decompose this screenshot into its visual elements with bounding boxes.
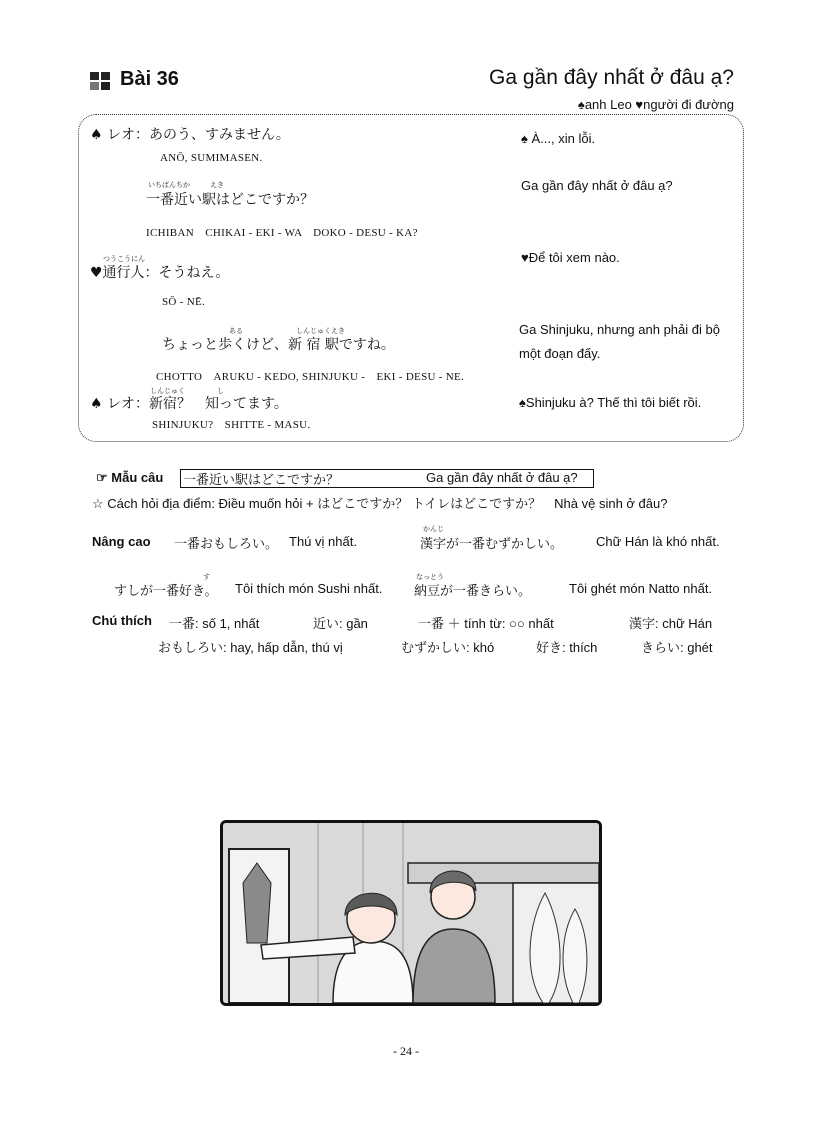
dialogue-line-1-vi: ♠ À..., xin lỗi. [521,131,596,146]
comic-illustration [220,820,602,1006]
advanced-ex3-jp: すしが一番好き。 [114,584,218,599]
dialogue-line-5-jp: ♠ レオ：新宿？ 知ってます。 [90,396,288,412]
pattern-label: ☞ Mẫu câu [96,470,164,485]
dialogue-line-2-vi: Ga gần đây nhất ở đâu ạ? [521,178,673,193]
ruby-shi: し [217,387,224,395]
ruby-ichibanchika: いちばんちか [148,181,190,189]
note-kirai: きらい: ghét [641,640,713,655]
dialogue-line-3-romaji: SŌ - NĒ. [162,296,206,308]
dialogue-line-5-vi: ♠Shinjuku à? Thế thì tôi biết rồi. [519,395,702,410]
note-ichiban: 一番: số 1, nhất [169,616,260,631]
dialogue-line-3-jp: ♥通行人：そうねえ。 [90,265,230,281]
dialogue-line-4-vi-b: một đoạn đấy. [519,346,601,361]
dialogue-line-2-jp: 一番近い駅はどこですか？ [146,192,314,208]
advanced-label: Nâng cao [92,534,151,549]
advanced-ex1-jp: 一番おもしろい。 [174,537,279,552]
note-kanji: 漢字: chữ Hán [629,616,713,631]
advanced-ex3-vi: Tôi thích món Sushi nhất. [235,581,383,596]
ruby-tsuukounin: つうこうにん [103,255,145,263]
ruby-nattou: なっとう [416,573,444,581]
note-omoshiroi: おもしろい: hay, hấp dẫn, thú vị [158,640,343,655]
comic-scene [223,823,599,1003]
ruby-su: す [203,573,210,581]
dialogue-line-2-romaji: ICHIBAN CHIKAI - EKI - WA DOKO - DESU - KA? [146,227,418,239]
pattern-jp: 一番近い駅はどこですか？ [183,473,340,488]
note-muzukashii: むずかしい: khó [401,640,495,655]
ruby-shinjukueki: しんじゅくえき [296,327,345,335]
lesson-number: Bài 36 [120,68,179,90]
page-number: - 24 - [393,1044,419,1058]
dialogue-line-4-romaji: CHOTTO ARUKU - KEDO, SHINJUKU - EKI - DESU - NE. [156,371,465,383]
dialogue-line-4-jp: ちょっと歩くけど、新 宿 駅ですね。 [162,337,395,353]
ruby-aru: ある [229,327,243,335]
note-chikai: 近い: gần [313,616,368,631]
lesson-marker-icon [90,72,112,92]
dialogue-line-5-romaji: SHINJUKU? SHITTE - MASU. [152,419,311,431]
dialogue-line-1-jp: ♠ レオ：あのう、すみません。 [90,127,290,143]
note-ichiban-adj: 一番 ＋ tính từ: ○○ nhất [418,616,554,631]
advanced-ex4-vi: Tôi ghét món Natto nhất. [569,581,713,596]
note-suki: 好き: thích [536,640,598,655]
dialogue-line-1-romaji: ANŌ, SUMIMASEN. [160,152,263,164]
advanced-ex2-jp: 漢字が一番むずかしい。 [420,537,564,552]
ruby-kanji: かんじ [423,525,444,533]
dialogue-line-4-vi-a: Ga Shinjuku, nhưng anh phải đi bộ [519,322,720,337]
dialogue-line-3-vi: ♥Để tôi xem nào. [521,250,620,265]
ruby-eki: えき [210,181,224,189]
pattern-vi: Ga gần đây nhất ở đâu ạ? [426,470,578,485]
pattern-note: ☆ Cách hỏi địa điểm: Điều muốn hỏi + はどこですか？ トイレはどこですか？ Nhà vệ sinh ở đâu? [92,496,668,511]
role-legend: ♠anh Leo ♥người đi đường [577,97,734,112]
advanced-ex1-vi: Thú vị nhất. [289,534,357,549]
ruby-shinjuku: しんじゅく [150,387,185,395]
lesson-title: Ga gần đây nhất ở đâu ạ? [489,66,734,89]
advanced-ex2-vi: Chữ Hán là khó nhất. [596,534,720,549]
advanced-ex4-jp: 納豆が一番きらい。 [414,584,532,599]
notes-label: Chú thích [92,613,152,628]
